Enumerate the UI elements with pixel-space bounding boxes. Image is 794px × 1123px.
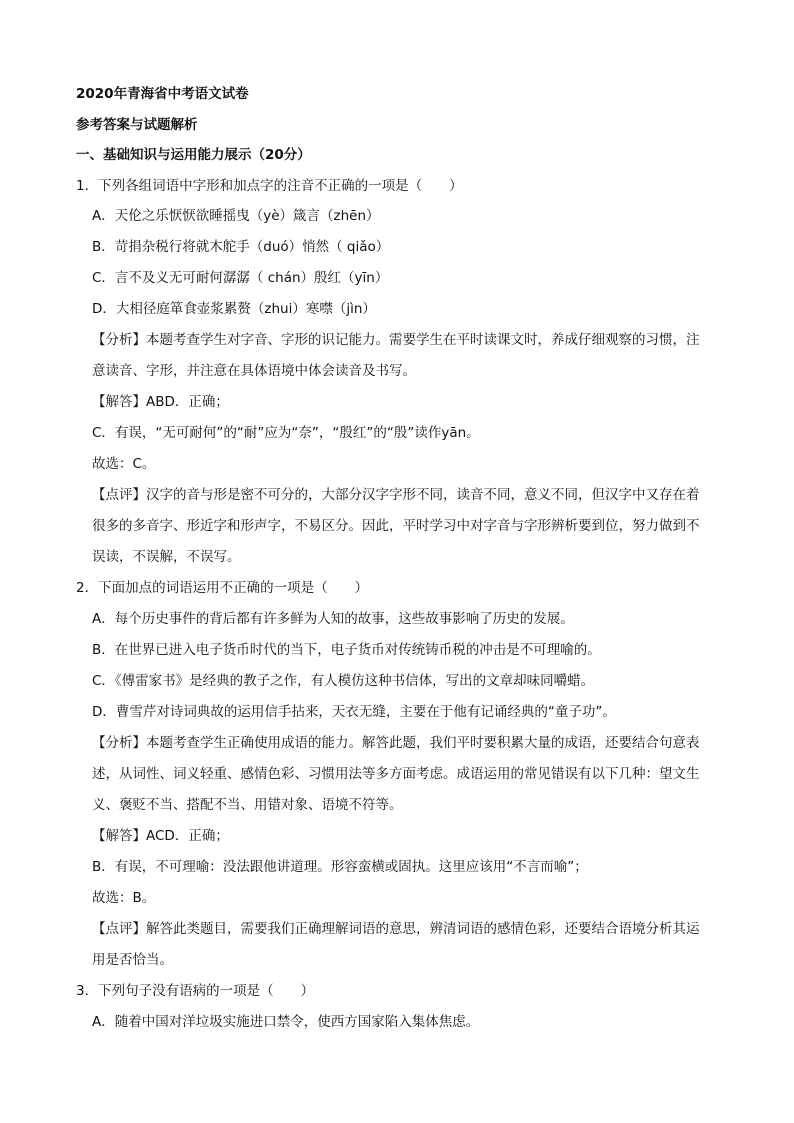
q2-answer-detail: B．有误，不可理喻：没法跟他讲道理。形容蛮横或固执。这里应该用“不言而喻”； — [92, 859, 588, 875]
q1-answer-detail: C．有误，“无可耐何”的“耐”应为“奈”，“殷红”的“殷”读作yān。 — [92, 425, 480, 441]
q2-analysis-cont: 述，从词性、词义轻重、感情色彩、习惯用法等多方面考虑。成语运用的常见错误有以下几种：望文生 — [92, 766, 700, 782]
q1-comment-cont: 很多的多音字、形近字和形声字，不易区分。因此，平时学习中对字音与字形辨析要到位，努力做到不 — [92, 518, 700, 534]
q2-option-b: B．在世界已进入电子货币时代的当下，电子货币对传统铸币税的冲击是不可理喻的。 — [92, 642, 601, 658]
question-1: 1．下列各组词语中字形和加点字的注音不正确的一项是（ ） — [76, 178, 463, 194]
q2-comment: 【点评】解答此类题目，需要我们正确理解词语的意思，辨清词语的感情色彩，还要结合语境分析其运 — [92, 921, 700, 937]
q1-choice: 故选：C。 — [92, 456, 156, 472]
q1-answer: 【解答】ABD．正确； — [92, 394, 229, 410]
q2-analysis-end: 义、褒贬不当、搭配不当、用错对象、语境不符等。 — [92, 797, 403, 813]
q2-answer: 【解答】ACD．正确； — [92, 828, 229, 844]
q2-option-c: C．《傅雷家书》是经典的教子之作，有人模仿这种书信体，写出的文章却味同嚼蜡。 — [92, 673, 595, 689]
q2-option-d: D．曹雪芹对诗词典故的运用信手拈来，天衣无缝，主要在于他有记诵经典的“童子功”。 — [92, 704, 616, 720]
q1-option-d: D．大相径庭箪食壶浆累赘（zhui）寒噤（jìn） — [92, 301, 376, 317]
q3-option-a: A．随着中国对洋垃圾实施进口禁令，使西方国家陷入集体焦虑。 — [92, 1014, 480, 1030]
document-title: 2020年青海省中考语文试卷 — [76, 86, 249, 102]
q1-option-a: A．天伦之乐恹恹欲睡摇曳（yè）箴言（zhēn） — [92, 208, 380, 224]
section-heading: 一、基础知识与运用能力展示（20分） — [76, 147, 311, 163]
question-2: 2．下面加点的词语运用不正确的一项是（ ） — [76, 580, 369, 596]
document-subtitle: 参考答案与试题解析 — [76, 117, 198, 133]
q1-analysis-cont: 意读音、字形，并注意在具体语境中体会读音及书写。 — [92, 363, 416, 379]
q2-analysis: 【分析】本题考查学生正确使用成语的能力。解答此题，我们平时要积累大量的成语，还要结合句意表 — [92, 735, 700, 751]
question-3: 3．下列句子没有语病的一项是（ ） — [76, 983, 315, 999]
q1-comment: 【点评】汉字的音与形是密不可分的，大部分汉字字形不同，读音不同，意义不同，但汉字中又存在着 — [92, 487, 700, 503]
q2-choice: 故选：B。 — [92, 890, 156, 906]
q1-comment-end: 误读，不误解，不误写。 — [92, 549, 241, 565]
q1-analysis: 【分析】本题考查学生对字音、字形的识记能力。需要学生在平时读课文时，养成仔细观察的习惯，注 — [92, 332, 700, 348]
q1-option-b: B．苛捐杂税行将就木舵手（duó）悄然（ qiǎo） — [92, 239, 390, 255]
q1-option-c: C．言不及义无可耐何潺潺（ chán）殷红（yīn） — [92, 270, 389, 286]
q2-comment-end: 用是否恰当。 — [92, 952, 173, 968]
q2-option-a: A．每个历史事件的背后都有许多鲜为人知的故事，这些故事影响了历史的发展。 — [92, 611, 574, 627]
